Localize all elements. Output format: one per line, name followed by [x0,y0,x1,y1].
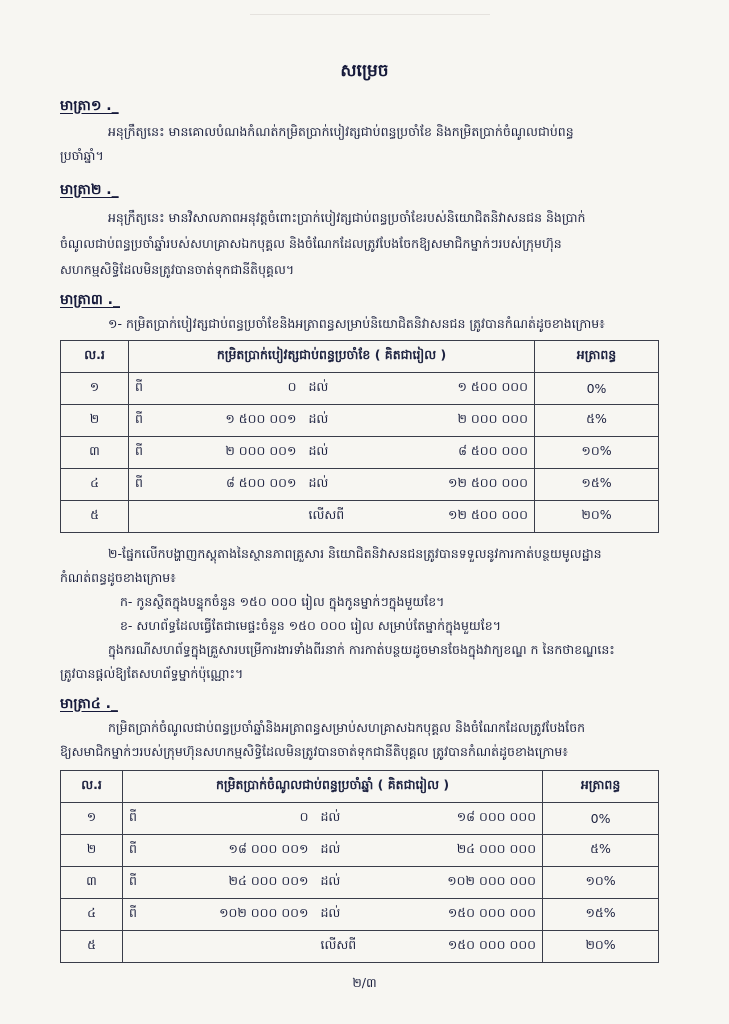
article-4-heading: មាត្រា៤ ._ [60,696,118,712]
row-to-amount: ២៤ ០០០ ០០០ [379,835,543,867]
row-to-label: ដល់ [303,373,367,405]
table-row [61,437,659,469]
article-2-line-1: អនុក្រឹត្យនេះ មានវិសាលភាពអនុវត្តចំពោះប្រាក់បៀវត្សជាប់ពន្ធប្រចាំខែរបស់និយោជិតនិវាសនជន និងប្រាក់ [108,210,586,225]
table-row [61,803,659,835]
page-number: ២/៣ [352,975,377,990]
article-3-para-3-line-2: ត្រូវបានផ្តល់ឱ្យតែសហព័ទ្ធម្នាក់ប៉ុណ្ណោះ។ [60,666,244,681]
row-from-amount: ១០២ ០០០ ០០១ [165,899,315,931]
row-rate: 0% [543,803,659,835]
row-from-amount: ៨ ៥០០ ០០១ [171,469,303,501]
article-3-para-2-line-2: កំណត់ពន្ធដូចខាងក្រោម៖ [60,570,176,585]
row-to-amount: ១៨ ០០០ ០០០ [379,803,543,835]
row-to-amount: ៨ ៥០០ ០០០ [367,437,535,469]
row-from-amount: ០ [165,803,315,835]
table-row [61,501,659,533]
row-to-label: លើសពី [303,501,367,533]
row-rate: ១០% [535,437,659,469]
row-from-label: ពី [123,835,165,867]
article-4-line-2: ឱ្យសមាជិកម្នាក់ៗរបស់ក្រុមហ៊ុនសហកម្មសិទ្ធិដែលមិនត្រូវបានចាត់ទុកជានីតិបុគ្គល ត្រូវបានកំណត់ដូចខាងក្រោម៖ [60,744,568,759]
row-to-amount: ១ ៥០០ ០០០ [367,373,535,405]
article-1-line-2: ប្រចាំឆ្នាំ។ [60,148,104,163]
row-no: ២ [61,405,129,437]
row-from-label: ពី [129,469,171,501]
row-from-label: ពី [123,803,165,835]
row-no: ២ [61,835,123,867]
article-1-heading: មាត្រា១ ._ [60,98,119,114]
table-row [61,469,659,501]
row-to-label: ដល់ [303,405,367,437]
row-no: ៤ [61,469,129,501]
row-from-label: ពី [123,867,165,899]
article-3-para-2-line-1: ២-ផ្នែកលើកបង្ហាញកស្តុតាងនៃស្ថានភាពគ្រួសារ និយោជិតនិវាសនជនត្រូវបានទទួលនូវការកាត់បន្ថយមូលដ្ឋាន [108,546,602,561]
row-to-amount: ១៥០ ០០០ ០០០ [379,899,543,931]
article-3-heading: មាត្រា៣ ._ [60,292,120,308]
row-from-label [123,931,165,963]
row-to-amount: ១២ ៥០០ ០០០ [367,469,535,501]
row-to-label: ដល់ [315,899,379,931]
table-row [61,931,659,963]
row-from-label: ពី [129,373,171,405]
row-to-label: ដល់ [315,867,379,899]
row-rate: 0% [535,373,659,405]
row-to-label: លើសពី [315,931,379,963]
row-no: ១ [61,803,123,835]
row-rate: ១៥% [535,469,659,501]
article-2-heading: មាត្រា២ ._ [60,182,119,198]
table-header-row [61,341,659,373]
row-rate: ២០% [535,501,659,533]
row-to-amount: ១៥០ ០០០ ០០០ [379,931,543,963]
col-header-no: ល.រ [61,771,123,803]
article-3-item-a: ក- កូនស្ថិតក្នុងបន្ទុកចំនួន ១៥០ ០០០ រៀល ក្នុងកូនម្នាក់ៗក្នុងមួយខែ។ [120,594,445,609]
row-to-amount: ២ ០០០ ០០០ [367,405,535,437]
article-1-line-1: អនុក្រឹត្យនេះ មានគោលបំណងកំណត់កម្រិតប្រាក់បៀវត្សជាប់ពន្ធប្រចាំខែ និងកម្រិតប្រាក់ចំណូលជាប់ពន្ធ [108,124,574,139]
row-rate: ១០% [543,867,659,899]
row-no: ៣ [61,437,129,469]
header-scan-mark [250,0,490,15]
row-from-amount [165,931,315,963]
row-from-amount [171,501,303,533]
table-row [61,835,659,867]
col-header-range: កម្រិតប្រាក់ចំណូលជាប់ពន្ធប្រចាំឆ្នាំ ( គិតជារៀល ) [123,771,543,803]
row-to-label: ដល់ [303,437,367,469]
col-header-range: កម្រិតប្រាក់បៀវត្សជាប់ពន្ធប្រចាំខែ ( គិតជារៀល ) [129,341,535,373]
table-row [61,867,659,899]
income-tax-table [60,770,659,963]
row-to-amount: ១០២ ០០០ ០០០ [379,867,543,899]
row-from-amount: ០ [171,373,303,405]
row-from-amount: ១ ៥០០ ០០១ [171,405,303,437]
row-rate: ៥% [543,835,659,867]
row-from-amount: ១៨ ០០០ ០០១ [165,835,315,867]
salary-tax-table [60,340,659,533]
row-no: ១ [61,373,129,405]
article-2-line-2: ចំណូលជាប់ពន្ធប្រចាំឆ្នាំរបស់សហគ្រាសឯកបុគ្គល និងចំណែកដែលត្រូវបែងចែកឱ្យសមាជិកម្នាក់ៗរបស់ក្រុមហ៊ុន [60,236,562,251]
row-from-label: ពី [129,437,171,469]
table-row [61,899,659,931]
article-3-item-b: ខ- សហព័ទ្ធដែលធ្វើតែជាមេផ្ទះចំនួន ១៥០ ០០០ រៀល សម្រាប់តែម្នាក់ក្នុងមួយខែ។ [120,618,501,633]
col-header-no: ល.រ [61,341,129,373]
row-rate: ១៥% [543,899,659,931]
row-to-amount: ១២ ៥០០ ០០០ [367,501,535,533]
row-no: ៥ [61,501,129,533]
row-from-label: ពី [123,899,165,931]
article-3-intro: ១- កម្រិតប្រាក់បៀវត្សជាប់ពន្ធប្រចាំខែនិងអត្រាពន្ធសម្រាប់និយោជិតនិវាសនជន ត្រូវបានកំណត់ដូចខាងក្រោម៖ [108,316,605,331]
row-rate: ៥% [535,405,659,437]
col-header-rate: អត្រាពន្ធ [535,341,659,373]
article-3-para-3-line-1: ក្នុងករណីសហព័ទ្ធក្នុងគ្រួសារបម្រើការងារទាំងពីរនាក់ ការកាត់បន្ថយដូចមានចែងក្នុងវាក្យខណ្ឌ ក នៃកថាខណ្ឌនេះ [108,642,615,657]
row-to-label: ដល់ [315,803,379,835]
row-to-label: ដល់ [303,469,367,501]
row-to-label: ដល់ [315,835,379,867]
row-no: ៤ [61,899,123,931]
row-from-amount: ២៤ ០០០ ០០១ [165,867,315,899]
article-4-line-1: កម្រិតប្រាក់ចំណូលជាប់ពន្ធប្រចាំឆ្នាំនិងអត្រាពន្ធសម្រាប់សហគ្រាសឯកបុគ្គល និងចំណែកដែលត្រូវបែងចែក [108,720,586,735]
article-2-line-3: សហកម្មសិទ្ធិដែលមិនត្រូវបានចាត់ទុកជានីតិបុគ្គល។ [60,262,295,277]
table-header-row [61,771,659,803]
row-no: ៥ [61,931,123,963]
table-row [61,373,659,405]
row-no: ៣ [61,867,123,899]
row-from-label: ពី [129,405,171,437]
row-from-amount: ២ ០០០ ០០១ [171,437,303,469]
document-title: សម្រេច [340,61,389,81]
row-rate: ២០% [543,931,659,963]
table-row [61,405,659,437]
col-header-rate: អត្រាពន្ធ [543,771,659,803]
row-from-label [129,501,171,533]
